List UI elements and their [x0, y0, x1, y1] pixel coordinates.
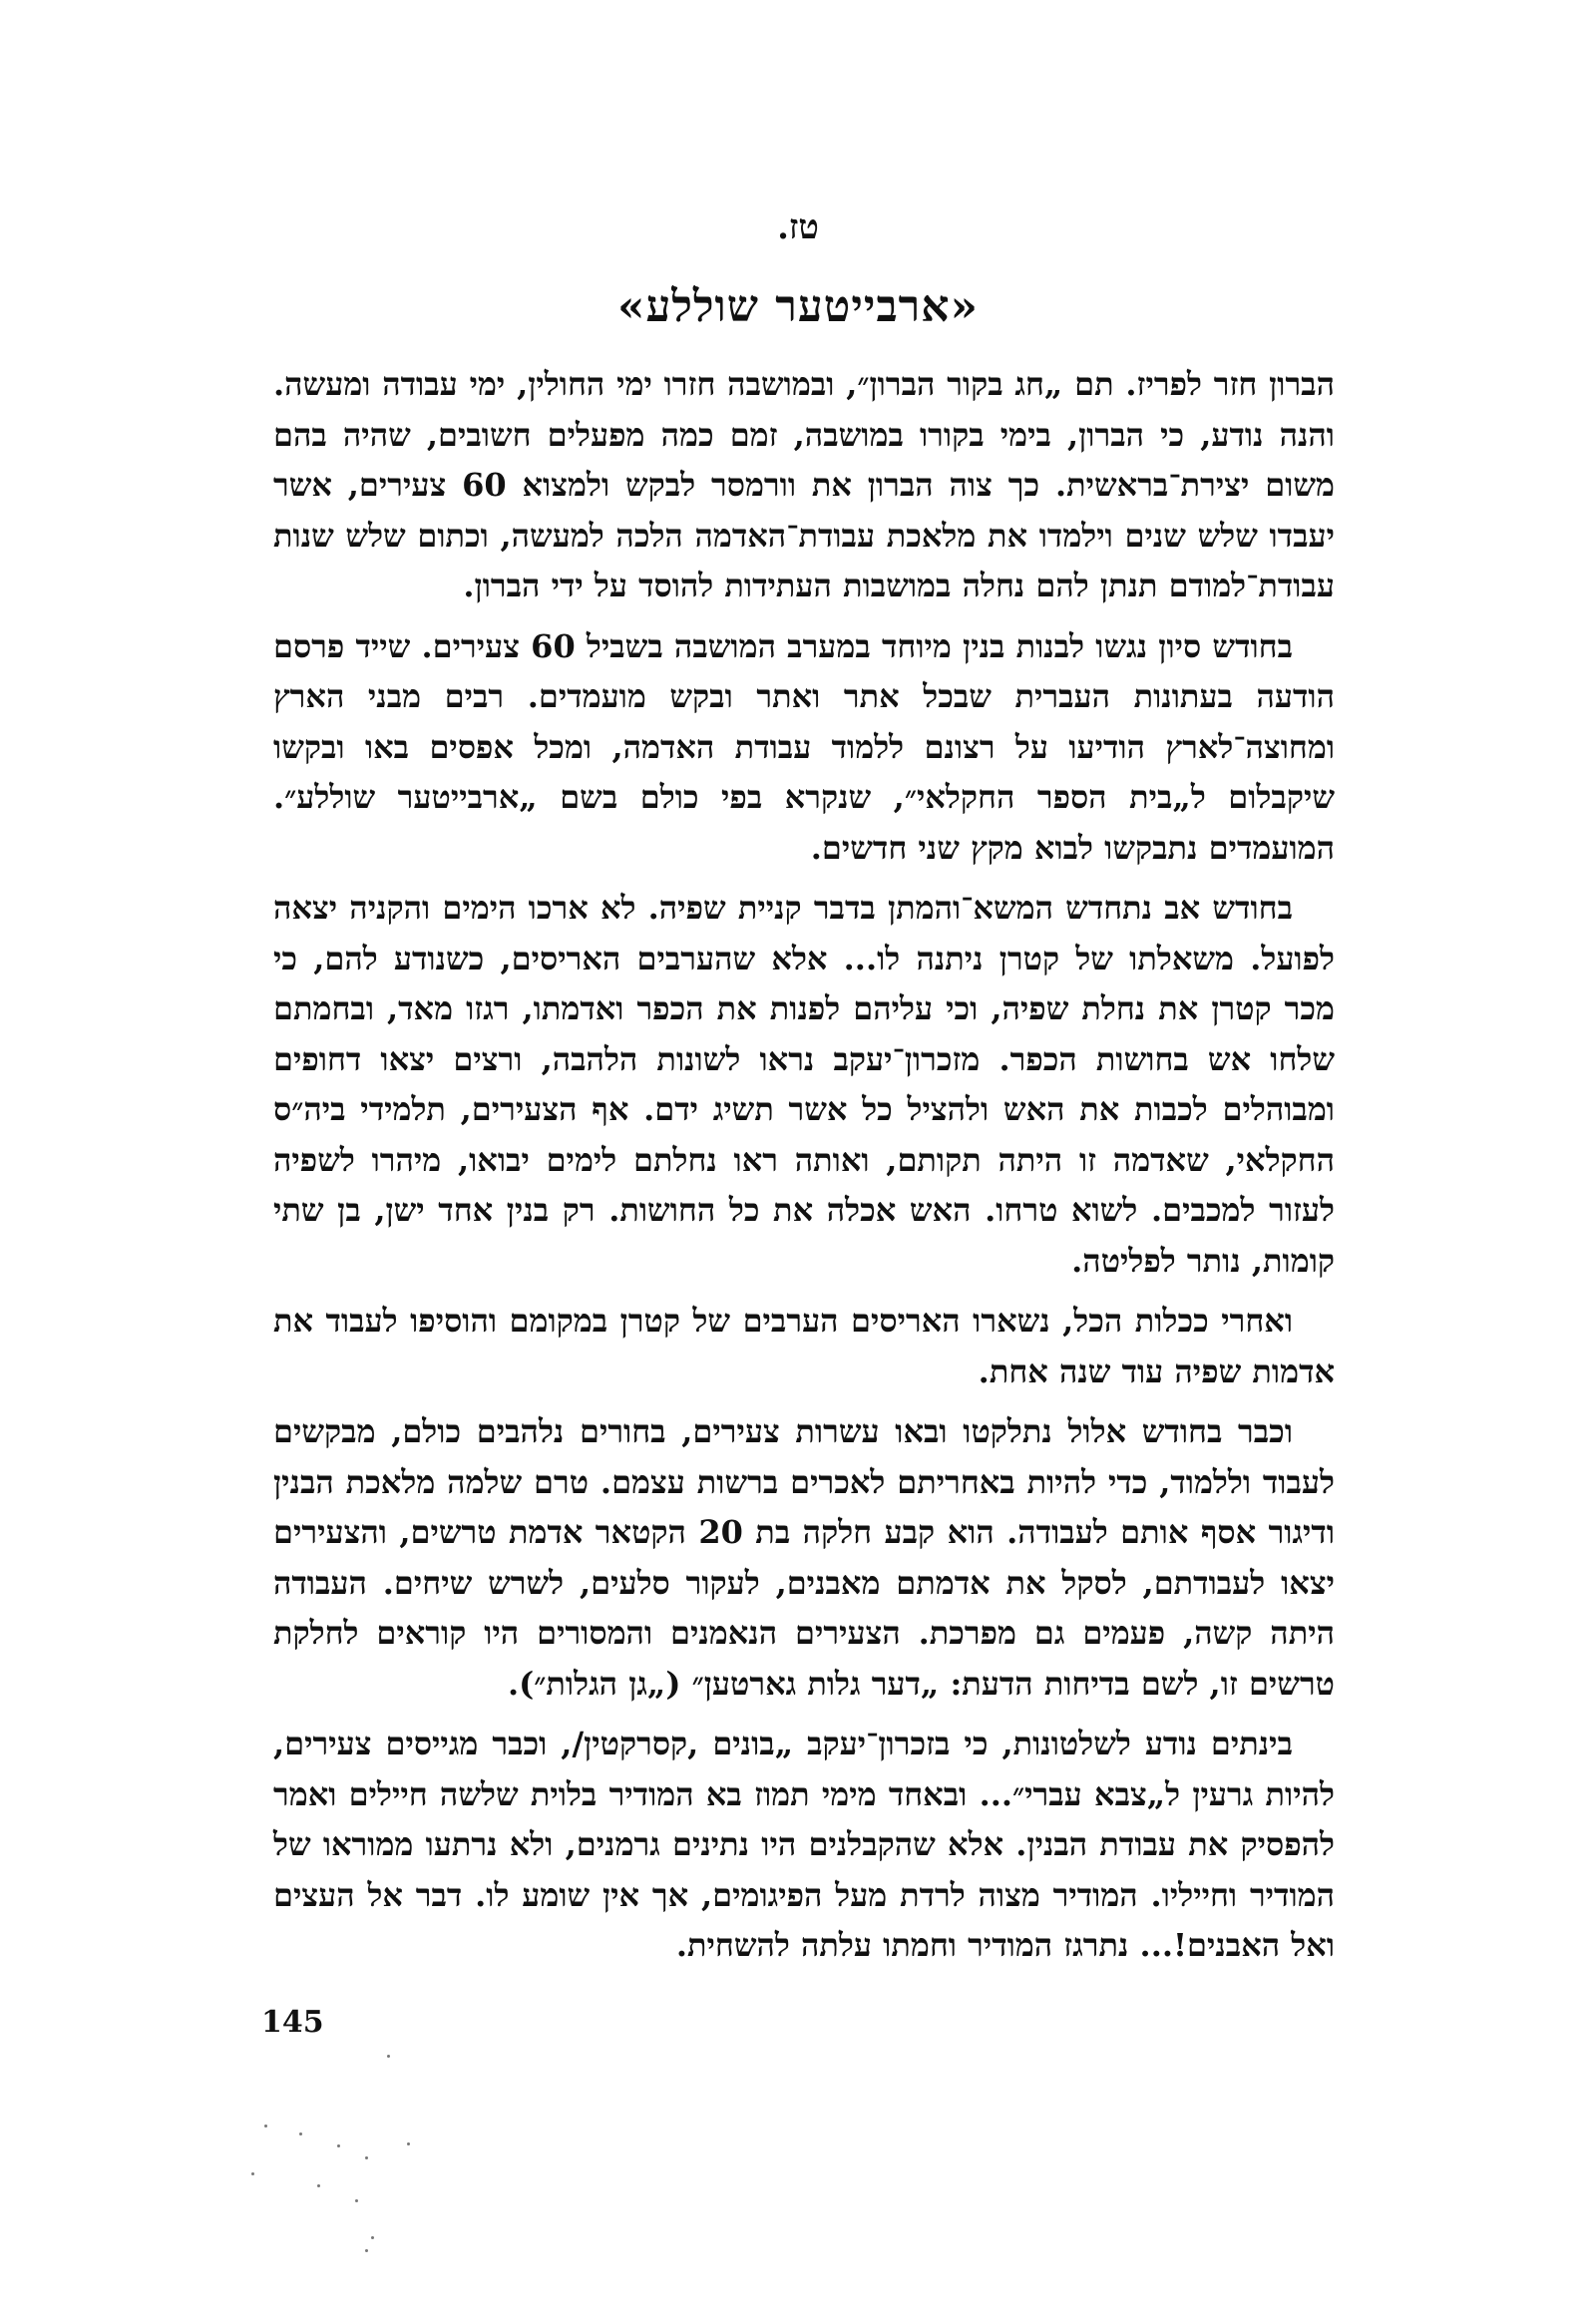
paragraph-5: וכבר בחודש אלול נתלקטו ובאו עשרות צעירים, בחורים נלהבים כולם, מבקשים לעבוד וללמוד, כדי להיות באחריתם לאכרים ברשות עצמם. טרם שלמה מלאכת הבנין ודיגור אסף אותם לעבודה. הוא קבע חלקה בת 20 הקטאר אדמת טרשים, והצעירים יצאו לעבודתם, לסקל את אדמתם מאבנים, לעקור סלעים, לשרש שיחים. העבודה היתה קשה, פעמים גם מפרכת. הצעירים הנאמנים והמסורים היו קוראים לחלקת טרשים זו, לשם בדיחות הדעת: „דער גלות גארטען״ („גן הגלות״). — [273, 1412, 1336, 1703]
scan-speck — [355, 2199, 358, 2202]
scan-speck — [264, 2125, 267, 2128]
scan-speck — [299, 2132, 302, 2135]
chapter-number: טז. — [777, 207, 819, 247]
scan-speck — [317, 2184, 320, 2187]
paragraph-1: הברון חזר לפריז. תם „חג בקור הברון״, ובמושבה חזרו ימי החולין, ימי עבודה ומעשה. והנה נודע, כי הברון, בימי בקורו במושבה, זמם כמה מפעלים חשובים, שהיה בהם משום יצירת־בראשית. כך צוה הברון את וורמסר לבקש ולמצוא 60 צעירים, אשר יעבדו שלש שנים וילמדו את מלאכת עבודת־האדמה הלכה למעשה, וכתום שלש שנות עבודת־למודם תנתן להם נחלה במושבות העתידות להוסד על ידי הברון. — [273, 365, 1336, 604]
scan-speck — [365, 2249, 368, 2252]
paragraph-3: בחודש אב נתחדש המשא־והמתן בדבר קניית שפיה. לא ארכו הימים והקניה יצאה לפועל. משאלתו של קטרן ניתנה לו... אלא שהערבים האריסים, כשנודע להם, כי מכר קטרן את נחלת שפיה, וכי עליהם לפנות את הכפר ואדמתו, רגזו מאד, ובחמתם שלחו אש בחושות הכפר. מזכרון־יעקב נראו לשונות הלהבה, ורצים יצאו דחופים ומבוהלים לכבות את האש ולהציל כל אשר תשיג ידם. אף הצעירים, תלמידי ביה״ס החקלאי, שאדמה זו היתה תקותם, ואותה ראו נחלתם לימים יבואו, מיהרו לשפיה לעזור למכבים. לשוא טרחו. האש אכלה את כל החושות. רק בנין אחד ישן, בן שתי קומות, נותר לפליטה. — [273, 889, 1336, 1280]
body-text — [273, 359, 1335, 1981]
paragraph-2: בחודש סיון נגשו לבנות בנין מיוחד במערב המושבה בשביל 60 צעירים. שייד פרסם הודעה בעתונות העברית שבכל אתר ואתר ובקש מועמדים. רבים מבני הארץ ומחוצה־לארץ הודיעו על רצונם ללמוד עבודת האדמה, ומכל אפסים באו ובקשו שיקבלום ל„בית הספר החקלאי״, שנקרא בפי כולם בשם „ארבייטער שוללע״. המועמדים נתבקשו לבוא מקץ שני חדשים. — [273, 626, 1336, 867]
chapter-title: «ארבייטער שוללע» — [616, 281, 980, 332]
paragraph-6: בינתים נודע לשלטונות, כי בזכרון־יעקב „בונים ,קסרקטין/, וכבר מגייסים צעירים, להיות גרעין ל„צבא עברי״... ובאחד מימי תמוז בא המודיר בלוית שלשה חיילים ואמר להפסיק את עבודת הבנין. אלא שהקבלנים היו נתינים גרמנים, ולא נרתעו ממוראו של המודיר וחייליו. המודיר מצוה לרדת מעל הפיגומים, אך אין שומע לו. דבר אל העצים ואל האבנים!... נתרגז המודיר וחמתו עלתה להשחית. — [273, 1725, 1336, 1964]
page-number: 145 — [261, 2005, 324, 2040]
scan-speck — [407, 2142, 410, 2145]
scan-speck — [387, 2055, 390, 2058]
scan-speck — [371, 2236, 374, 2239]
scan-speck — [365, 2156, 368, 2159]
paragraph-4: ואחרי ככלות הכל, נשארו האריסים הערבים של קטרן במקומם והוסיפו לעבוד את אדמות שפיה עוד שנה אחת. — [273, 1302, 1335, 1390]
scan-speck — [337, 2144, 340, 2147]
scan-speck — [251, 2172, 254, 2175]
